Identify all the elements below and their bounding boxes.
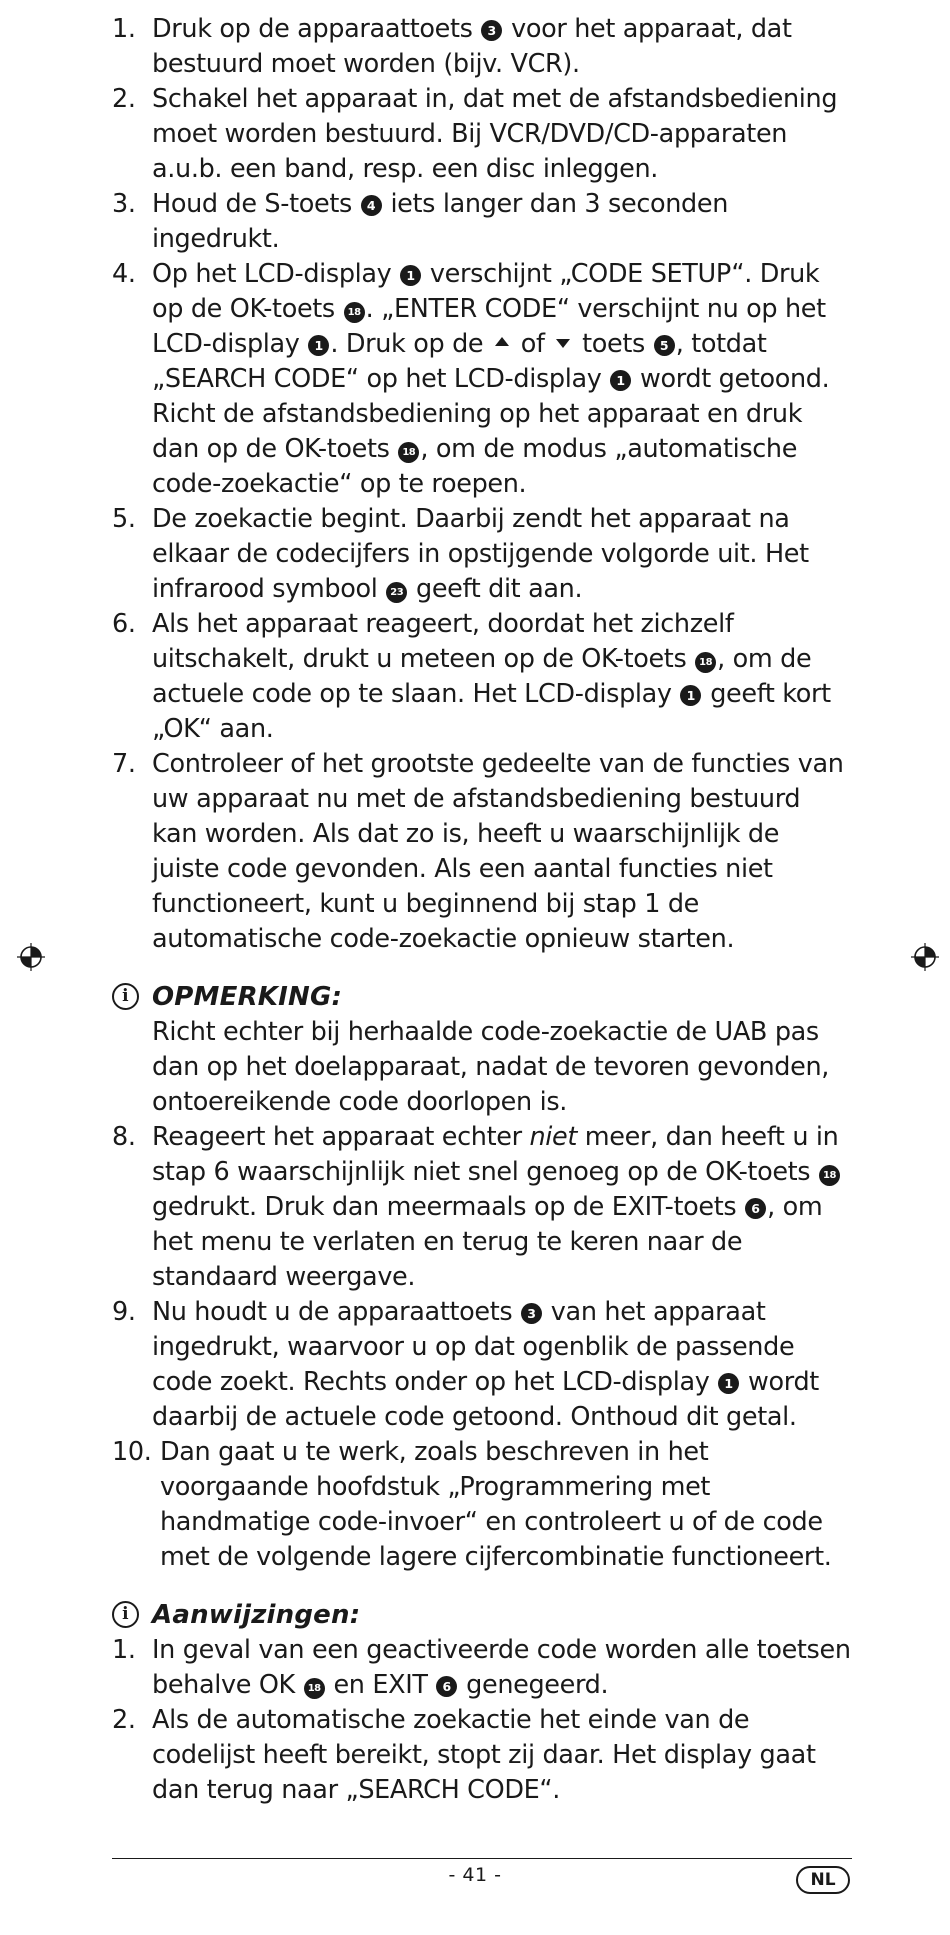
step-text: verschijnt „CODE SETUP“. Druk op de OK-toets bbox=[152, 259, 820, 324]
footer-divider bbox=[112, 1858, 852, 1859]
step-text: Als het apparaat reageert, doordat het zichzelf uitschakelt, drukt u meteen op de OK-toets bbox=[152, 609, 734, 674]
step-7 bbox=[112, 747, 852, 957]
step-text: of bbox=[513, 329, 553, 359]
step-text: geeft dit aan. bbox=[408, 574, 583, 604]
step-number: 1. bbox=[112, 1635, 136, 1665]
step-text: . Druk op de bbox=[330, 329, 492, 359]
step-text: genegeerd. bbox=[458, 1670, 609, 1700]
emphasis-text: niet bbox=[529, 1122, 578, 1152]
step-number: 4. bbox=[112, 259, 136, 289]
page-number: - 41 - bbox=[448, 1864, 502, 1886]
step-number: 10. bbox=[112, 1437, 152, 1467]
step-text: , om het menu te verlaten en terug te keren naar de standaard weergave. bbox=[152, 1192, 823, 1292]
step-text: en EXIT bbox=[325, 1670, 436, 1700]
step-text: , totdat „SEARCH CODE“ op het LCD-display bbox=[152, 329, 767, 394]
step-text: Nu houdt u de apparaattoets bbox=[152, 1297, 521, 1327]
step-5 bbox=[112, 502, 852, 607]
ref-number-badge: 18 bbox=[304, 1678, 325, 1699]
note-opmerking bbox=[112, 979, 852, 1120]
steps-list-a bbox=[112, 12, 852, 957]
step-text: , om de actuele code op te slaan. Het LCD-display bbox=[152, 644, 812, 709]
step-text: Houd de S-toets bbox=[152, 189, 360, 219]
step-text: geeft kort „OK“ aan. bbox=[152, 679, 831, 744]
note-heading-text: OPMERKING: bbox=[152, 982, 343, 1012]
step-3 bbox=[112, 187, 852, 257]
step-number: 8. bbox=[112, 1122, 136, 1152]
ref-number-badge: 5 bbox=[654, 335, 675, 356]
step-number: 1. bbox=[112, 14, 136, 44]
ref-number-badge: 18 bbox=[695, 652, 716, 673]
note-body: Richt echter bij herhaalde code-zoekactie de UAB pas dan op het doelapparaat, nadat de tevoren gevonden, ontoereikende code doorlopen is. bbox=[152, 1017, 830, 1117]
hint-1 bbox=[112, 1633, 852, 1703]
info-icon: i bbox=[112, 1601, 139, 1628]
step-text: Reageert het apparaat echter bbox=[152, 1122, 530, 1152]
step-number: 3. bbox=[112, 189, 136, 219]
step-text: toets bbox=[574, 329, 653, 359]
step-text: . „ENTER CODE“ verschijnt nu op het LCD-display bbox=[152, 294, 826, 359]
step-text: van het apparaat ingedrukt, waarvoor u op dat ogenblik de passende code zoekt. Rechts onder op het LCD-display bbox=[152, 1297, 795, 1397]
step-2 bbox=[112, 82, 852, 187]
ref-number-badge: 1 bbox=[400, 265, 421, 286]
note-heading bbox=[112, 1597, 852, 1633]
step-10 bbox=[112, 1435, 852, 1575]
ref-number-badge: 18 bbox=[819, 1165, 840, 1186]
step-number: 2. bbox=[112, 84, 136, 114]
step-text: iets langer dan 3 seconden ingedrukt. bbox=[152, 189, 729, 254]
step-text: In geval van een geactiveerde code worden alle toetsen behalve OK bbox=[152, 1635, 851, 1700]
note-aanwijzingen bbox=[112, 1597, 852, 1633]
step-number: 7. bbox=[112, 749, 136, 779]
step-text: wordt getoond. Richt de afstandsbediening op het apparaat en druk dan op de OK-toets bbox=[152, 364, 830, 464]
step-text: Druk op de apparaattoets bbox=[152, 14, 481, 44]
ref-number-badge: 3 bbox=[521, 1303, 542, 1324]
ref-number-badge: 1 bbox=[610, 370, 631, 391]
step-text: wordt daarbij de actuele code getoond. Onthoud dit getal. bbox=[152, 1367, 819, 1432]
step-text: Op het LCD-display bbox=[152, 259, 400, 289]
step-text: Controleer of het grootste gedeelte van de functies van uw apparaat nu met de afstandsbediening bestuurd kan worden. Als dat zo is, heeft u waarschijnlijk de juiste code gevonden. Als een aantal functies niet functioneert, kunt u beginnend bij stap 1 de automatische code-zoekactie opnieuw starten. bbox=[152, 749, 844, 954]
step-number: 2. bbox=[112, 1705, 136, 1735]
note-heading bbox=[112, 979, 852, 1015]
step-number: 5. bbox=[112, 504, 136, 534]
language-badge: NL bbox=[796, 1866, 850, 1894]
arrow-up-icon bbox=[495, 337, 509, 346]
ref-number-badge: 3 bbox=[481, 20, 502, 41]
step-number: 9. bbox=[112, 1297, 136, 1327]
step-text: Dan gaat u te werk, zoals beschreven in het voorgaande hoofdstuk „Programmering met handmatige code-invoer“ en controleert u of de code met de volgende lagere cijfercombinatie functioneert. bbox=[160, 1437, 832, 1572]
step-text: gedrukt. Druk dan meermaals op de EXIT-toets bbox=[152, 1192, 745, 1222]
step-text: Schakel het apparaat in, dat met de afstandsbediening moet worden bestuurd. Bij VCR/DVD/CD-apparaten a.u.b. een band, resp. een disc inleggen. bbox=[152, 84, 838, 184]
step-8 bbox=[112, 1120, 852, 1295]
step-number: 6. bbox=[112, 609, 136, 639]
ref-number-badge: 23 bbox=[386, 582, 407, 603]
step-text: voor het apparaat, dat bestuurd moet worden (bijv. VCR). bbox=[152, 14, 792, 79]
ref-number-badge: 1 bbox=[718, 1373, 739, 1394]
page-content bbox=[112, 12, 852, 1808]
ref-number-badge: 1 bbox=[680, 685, 701, 706]
ref-number-badge: 18 bbox=[344, 302, 365, 323]
step-1 bbox=[112, 12, 852, 82]
ref-number-badge: 18 bbox=[398, 442, 419, 463]
step-4 bbox=[112, 257, 852, 502]
step-text: , om de modus „automatische code-zoekactie“ op te roepen. bbox=[152, 434, 798, 499]
registration-mark-icon bbox=[16, 942, 46, 972]
ref-number-badge: 6 bbox=[436, 1676, 457, 1697]
step-text: De zoekactie begint. Daarbij zendt het apparaat na elkaar de codecijfers in opstijgende volgorde uit. Het infrarood symbool bbox=[152, 504, 809, 604]
note-heading-text: Aanwijzingen: bbox=[152, 1600, 361, 1630]
step-text: meer, dan heeft u in stap 6 waarschijnlijk niet snel genoeg op de OK-toets bbox=[152, 1122, 839, 1187]
registration-mark-icon bbox=[910, 942, 940, 972]
ref-number-badge: 1 bbox=[308, 335, 329, 356]
steps-list-b bbox=[112, 1120, 852, 1575]
steps-list-c bbox=[112, 1633, 852, 1808]
arrow-down-icon bbox=[556, 339, 570, 348]
ref-number-badge: 4 bbox=[361, 195, 382, 216]
ref-number-badge: 6 bbox=[745, 1198, 766, 1219]
step-9 bbox=[112, 1295, 852, 1435]
step-6 bbox=[112, 607, 852, 747]
info-icon: i bbox=[112, 983, 139, 1010]
hint-2 bbox=[112, 1703, 852, 1808]
step-text: Als de automatische zoekactie het einde van de codelijst heeft bereikt, stopt zij daar. Het display gaat dan terug naar „SEARCH CODE“. bbox=[152, 1705, 816, 1805]
